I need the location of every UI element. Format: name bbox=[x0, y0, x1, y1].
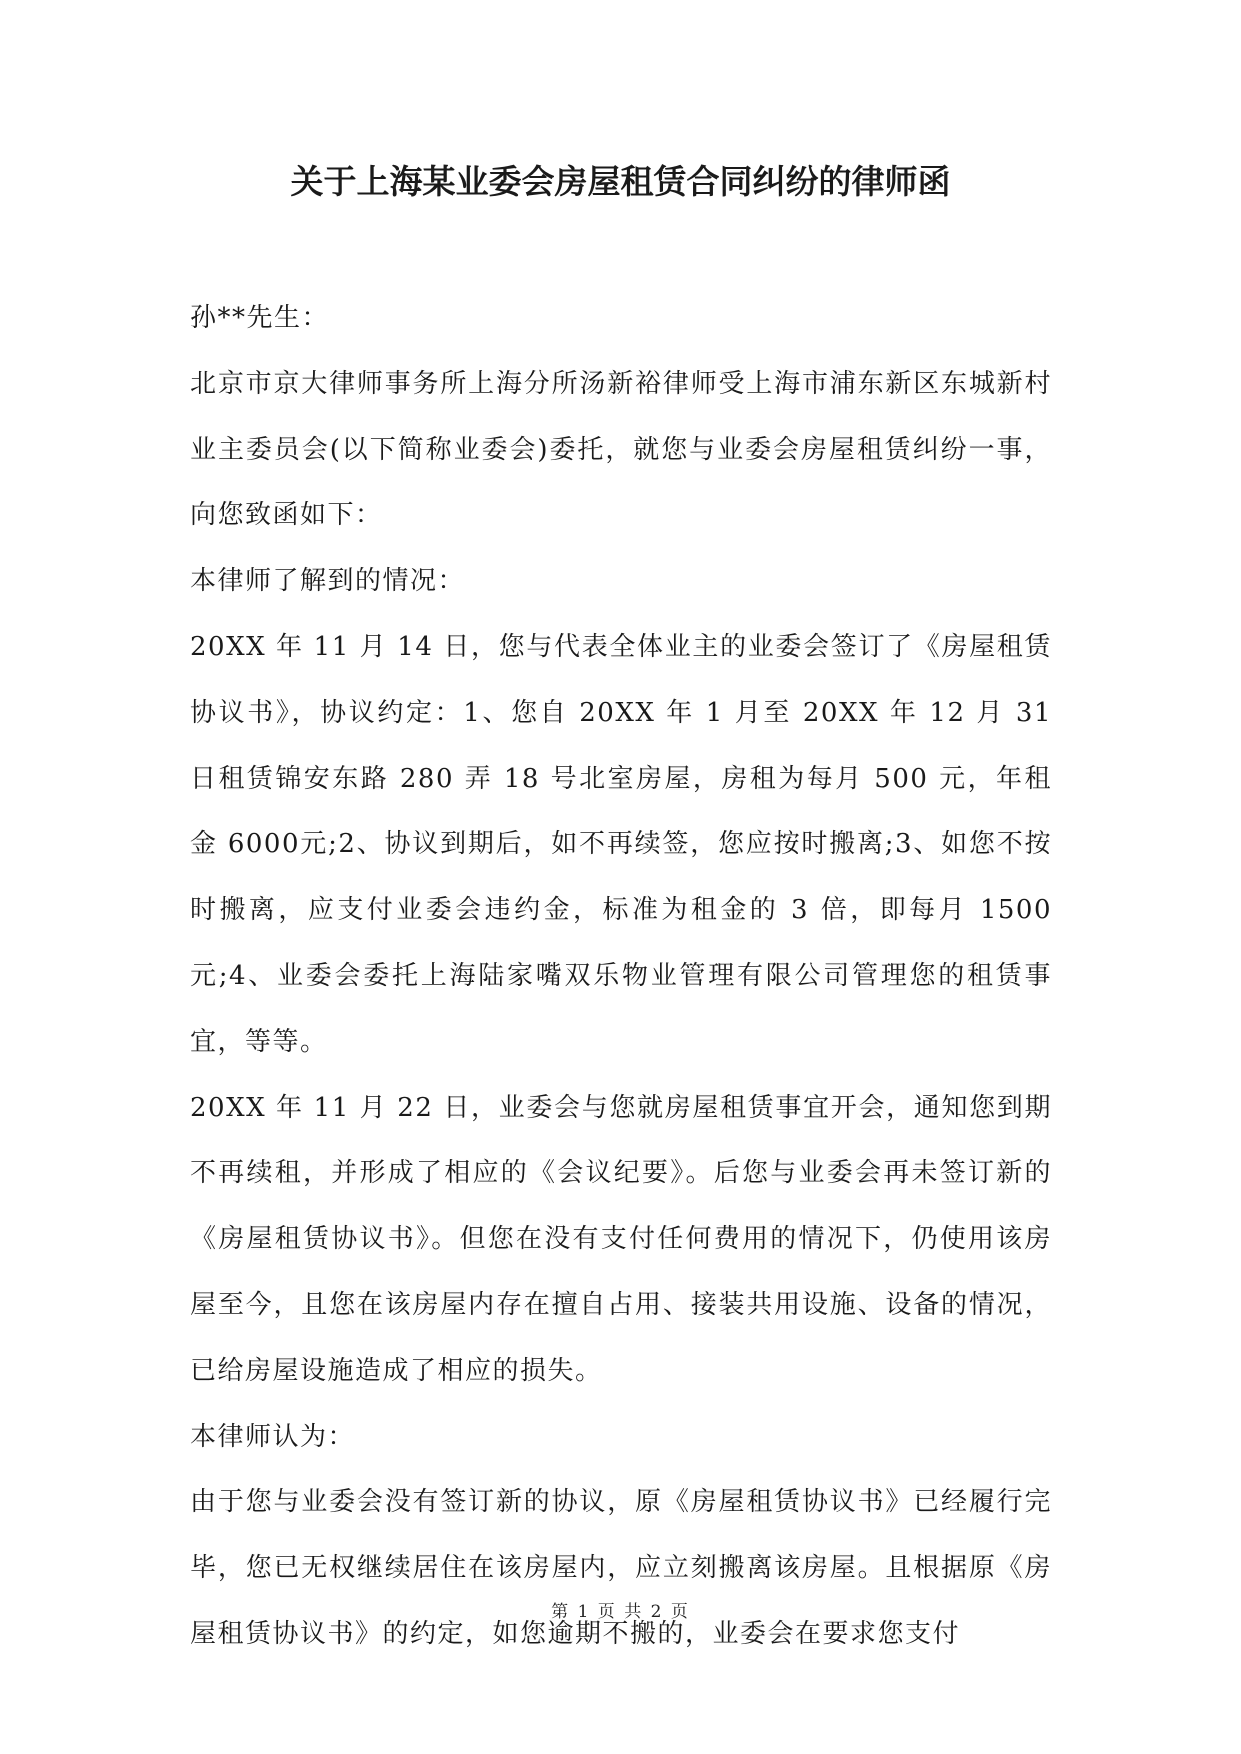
paragraph-4: 20XX 年 11 月 22 日，业委会与您就房屋租赁事宜开会，通知您到期不再续租，并形成了相应的《会议纪要》。后您与业委会再未签订新的《房屋租赁协议书》。但您在没有支付任何费用的情况下，仍使用该房屋至今，且您在该房屋内存在擅自占用、接装共用设施、设备的情况，已给房屋设施造成了相应的损失。 bbox=[190, 1092, 1052, 1386]
document-body bbox=[190, 286, 1052, 1668]
paragraph-6: 由于您与业委会没有签订新的协议，原《房屋租赁协议书》已经履行完毕，您已无权继续居住在该房屋内，应立刻搬离该房屋。且根据原《房屋租赁协议书》的约定，如您逾期不搬的，业委会在要求您支付 bbox=[190, 1487, 1052, 1649]
salutation: 孙**先生： bbox=[190, 303, 330, 333]
paragraph-2: 本律师了解到的情况： bbox=[190, 566, 466, 597]
paragraph-3: 20XX 年 11 月 14 日，您与代表全体业主的业委会签订了《房屋租赁协议书》，协议约定：1、您自 20XX 年 1 月至 20XX 年 12 月 31 日租赁锦安东路 280 弄 18 号北室房屋，房租为每月 500 元，年租金 6000元;2、协议到期后，如不再续签，您应按时搬离;3、如您不按时搬离，应支付业委会违约金，标准为租金的 3 倍，即每月 1500 元;4、业委会委托上海陆家嘴双乐物业管理有限公司管理您的租赁事宜，等等。 bbox=[190, 631, 1052, 1057]
paragraph-1: 北京市京大律师事务所上海分所汤新裕律师受上海市浦东新区东城新村业主委员会(以下简称业委会)委托，就您与业委会房屋租赁纠纷一事，向您致函如下： bbox=[190, 368, 1052, 531]
paragraph-5: 本律师认为： bbox=[190, 1421, 356, 1452]
page-number-footer: 第 1 页 共 2 页 bbox=[551, 1602, 690, 1622]
document-title: 关于上海某业委会房屋租赁合同纠纷的律师函 bbox=[290, 162, 951, 201]
